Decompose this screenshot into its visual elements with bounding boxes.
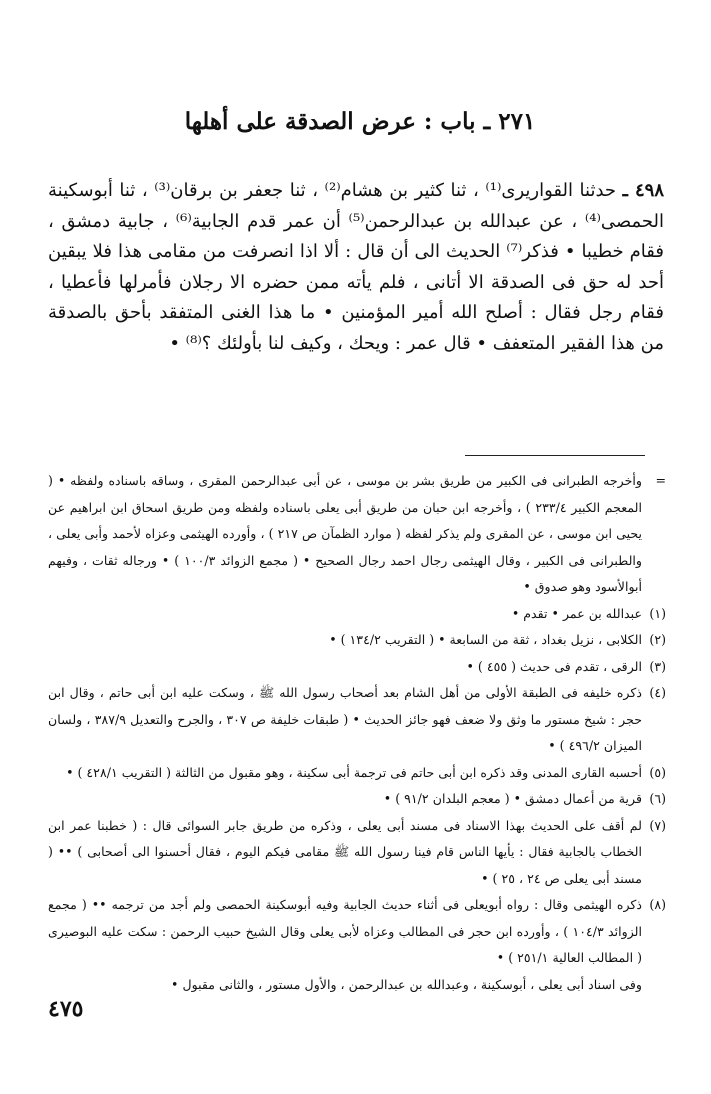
continuation-mark: =	[655, 473, 666, 488]
footnote-label: (٢)	[649, 632, 666, 647]
hadith-paragraph	[48, 176, 664, 359]
footnote-text: قرية من أعمال دمشق • ( معجم البلدان ٩١/٢ ) •	[383, 791, 642, 806]
footnote-6	[48, 786, 666, 813]
page-number: ٤٧٥	[48, 996, 84, 1022]
footnote-label: (٨)	[649, 897, 666, 912]
continuation-text: وأخرجه الطبرانى فى الكبير من طريق بشر بن موسى ، عن أبى عبدالرحمن المقرى ، وساقه باسناده ولفظه • ( المعجم الكبير ٢٣٣/٤ ) ، وأخرجه ابن حبان من طريق أبى يعلى باسناده ولفظه ومن طريق اسحاق ابن ابراهيم عن يحيى ابن موسى ، عن المقرى ولم يذكر لفظه ( موارد الظمآن ص ٢١٧ ) ، وأورده الهيثمى وعزاه لأحمد وأبى يعلى ، والطبرانى فى الكبير ، وقال الهيثمى رجال احمد رجال الصحيح • ( مجمع الزوائد ١٠٠/٣ ) • ورجاله ثقات ، وفيهم أبوالأسود وهو صدوق •	[48, 473, 643, 594]
footnote-text: عبدالله بن عمر • تقدم •	[511, 605, 642, 621]
footnote-label: (٣)	[649, 658, 666, 674]
hadith-body: حدثنا القواريرى⁽¹⁾ ، ثنا كثير بن هشام⁽²⁾ ، ثنا جعفر بن برقان⁽³⁾ ، ثنا أبوسكينة الحمصى⁽⁴⁾ ، عن عبدالله بن عبدالرحمن⁽⁵⁾ أن عمر قدم الجابية⁽⁶⁾ ، جابية دمشق ، فقام خطيبا • فذكر⁽⁷⁾ الحديث الى أن قال : ألا اذا انصرفت من مقامى هذا فلا يبقين أحد له حق فى الصدقة الا أتانى ، فلم يأته ممن حضره الا رجلان فأمرلها فأعطيا ، فقام رجل فقال : أصلح الله أمير المؤمنين • ما هذا الغنى المتفقد بأحق بالصدقة من هذا الفقير المتعفف • قال عمر : ويحك ، وكيف لنا بأولئك ؟⁽⁸⁾ •	[48, 180, 665, 354]
hadith-number: ٤٩٨ ـ	[622, 180, 664, 201]
footnotes-block	[48, 468, 666, 998]
footnote-text: لم أقف على الحديث بهذا الاسناد فى مسند أبى يعلى ، وذكره من طريق جابر السوائى قال : ( خطبنا عمر ابن الخطاب بالجابية فقال : يأيها الناس قام فينا رسول الله ﷺ مقامى فيكم اليوم ، فقال أحسنوا الى أصحابى ) •• ( مسند أبى يعلى ص ٢٤ ، ٢٥ ) •	[48, 817, 642, 886]
footnote-2	[48, 627, 666, 654]
hadith-text-block	[48, 176, 664, 359]
footnote-text: ذكره خليفه فى الطبقة الأولى من أهل الشام بعد أصحاب رسول الله ﷺ ، وسكت عليه ابن أبى حاتم ، وقال ابن حجر : شيخ مستور ما وثق ولا ضعف فهو جائز الحديث • ( طبقات خليفة ص ٣٠٧ ، والجرح والتعديل ٣٨٧/٩ ، ولسان الميزان ٤٩٦/٢ ) •	[48, 685, 643, 753]
footnote-1	[48, 601, 666, 628]
footnote-text: الكلابى ، نزيل بغداد ، ثقة من السابعة • ( التقريب ١٣٤/٢ ) •	[329, 632, 642, 647]
footnote-label: (٦)	[649, 791, 666, 806]
footnote-label: (٤)	[649, 685, 666, 700]
footnote-label: (٧)	[649, 817, 666, 833]
footnote-text: ذكره الهيثمى وقال : رواه أبويعلى فى أثناء حديث الجابية وفيه أبوسكينة الحمصى ولم أجد من ترجمه •• ( مجمع الزوائد ١٠٤/٣ ) ، وأورده ابن حجر فى المطالب وعزاه لأبى يعلى وقال الشيخ حبيب الرحمن : سكت عليه البوصيرى ( المطالب العالية ٢٥١/١ ) •	[48, 897, 643, 965]
footnote-3	[48, 654, 666, 681]
footnote-label: (١)	[649, 605, 666, 621]
footnote-8	[48, 892, 666, 972]
closing-note: وفى اسناد أبى يعلى ، أبوسكينة ، وعبدالله بن عبدالرحمن ، والأول مستور ، والثانى مقبول •	[171, 976, 642, 992]
chapter-title: ٢٧١ ـ باب : عرض الصدقة على أهلها	[184, 108, 536, 135]
footnote-label: (٥)	[649, 764, 666, 780]
footnote-5	[48, 760, 666, 787]
footnote-7	[48, 813, 666, 893]
footnote-text: أحسبه القارى المدنى وقد ذكره ابن أبى حاتم فى ترجمة أبى سكينة ، وهو مقبول من الثالثة ( التقريب ٤٢٨/١ ) •	[66, 764, 642, 780]
footnote-divider	[465, 455, 645, 456]
footnote-4	[48, 680, 666, 760]
continued-footnote	[48, 468, 666, 601]
footnote-text: الرقى ، تقدم فى حديث ( ٤٥٥ ) •	[466, 658, 642, 674]
